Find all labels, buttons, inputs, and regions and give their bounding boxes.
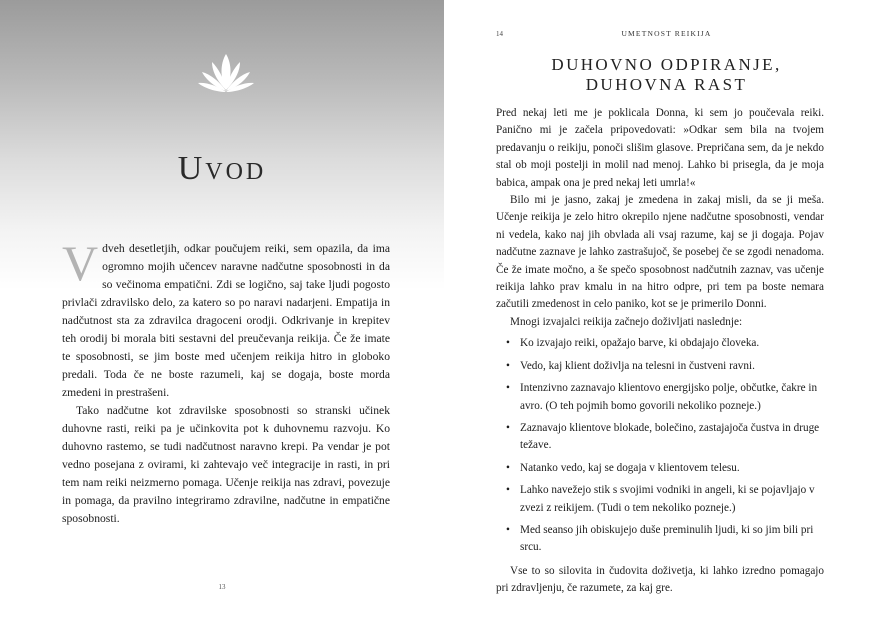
bullet-icon: • — [506, 337, 510, 350]
right-paragraph-2: Bilo mi je jasno, zakaj je zmedena in zakaj misli, da se ji meša. Učenje reikija je zelo hitro okrepilo njene nadčutne sposobnosti, vendar ni vedela, kako naj jih obvlada ali vsaj razume, kaj se ji dogaja. Pojav nadčutne zaznave je lahko zastrašujoč, še posebej če se zgodi nenadoma. Če že imate močno, a še spečo sposobnost nadčutnih zaznav, vas učenje reikija lahko prav kmalu in na hitro odpre, pri tem pa boste nemara začutili zmedenost in celo paniko, kot se je primerilo Donni. — [496, 194, 824, 311]
list-item — [506, 420, 824, 455]
left-page — [0, 0, 444, 625]
list-item — [506, 380, 824, 415]
right-paragraph-1: Pred nekaj leti me je poklicala Donna, ki sem jo poučevala reiki. Panično mi je začela pripovedovati: »Odkar sem bila na tvojem predavanju o reikiju, ponoči slišim glasove. Prepričana sem, da je nekdo stal ob moji postelji in molil nad menoj. Lahko bi prisegla, da je moja babica, ampak ona je pred nekaj leti umrla!« — [496, 107, 824, 189]
experience-list — [496, 335, 824, 556]
section-title-line-2: DUHOVNA RAST — [585, 75, 748, 94]
list-item — [506, 522, 824, 557]
bullet-icon: • — [506, 484, 510, 497]
chapter-title — [0, 150, 444, 188]
left-page-number: 13 — [218, 583, 226, 591]
list-item-text: Lahko navežejo stik s svojimi vodniki in angeli, ki se pojavljajo v zvezi z reikijem. (Tudi o tem nekoliko pozneje.) — [520, 484, 815, 514]
bullet-icon: • — [506, 421, 510, 434]
list-item — [506, 460, 824, 477]
right-page-number: 14 — [496, 30, 503, 38]
list-item-text: Med seanso jih obiskujejo duše preminulih ljudi, ki so jim bili pri srcu. — [520, 523, 814, 554]
list-item — [506, 482, 824, 517]
right-paragraph-3: Mnogi izvajalci reikija začnejo doživljati naslednje: — [510, 315, 743, 328]
list-item-text: Vedo, kaj klient doživlja na telesni in čustveni ravni. — [520, 359, 755, 372]
section-title-line-1: DUHOVNO ODPIRANJE, — [551, 55, 782, 74]
chapter-title-text: Uvod — [177, 150, 267, 187]
list-item-text: Intenzivno zaznavajo klientovo energijsko polje, občutke, čakre in avro. (O teh pojmih bomo govorili nekoliko pozneje.) — [520, 382, 818, 412]
bullet-icon: • — [506, 523, 510, 536]
left-paragraph-1-text: dveh desetletjih, odkar poučujem reiki, sem opazila, da ima ogromno mojih učencev naravne nadčutne sposobnosti in da so večinoma empatični. Zdi se logično, saj take ljudi pogosto privlači zdravilsko delo, za katero so po naravi nadarjeni. Empatija in nadčutnost sta za zdravilca dragoceni orodji. Odkrivanje in krepitev teh orodij bi morala biti sestavni del preučevanja reikija. Če že imate te sposobnosti, se jim boste med učenjem reikija hitro in globoko predali. Toda če ne boste razumeli, kaj se dogaja, boste morda zmedeni in prestrašeni. — [62, 242, 390, 399]
drop-cap: V — [62, 235, 99, 291]
bullet-icon: • — [506, 461, 510, 474]
running-header: UMETNOST REIKIJA — [621, 29, 712, 38]
list-item-text: Zaznavajo klientove blokade, bolečino, zastajajoča čustva in druge težave. — [520, 421, 820, 452]
right-paragraph-4: Vse to so silovita in čudovita doživetja, ki lahko izredno pomagajo pri zdravljenju, če razumete, za kaj gre. — [496, 564, 824, 595]
bullet-icon: • — [506, 359, 510, 372]
bullet-icon: • — [506, 382, 510, 395]
left-body-text — [62, 235, 390, 528]
list-item — [506, 358, 824, 375]
lotus-icon — [196, 52, 256, 94]
right-body-text — [496, 105, 824, 598]
left-paragraph-2: Tako nadčutne kot zdravilske sposobnosti so stranski učinek duhovne rasti, reiki pa je učinkovita pot k duhovnemu razvoju. Ko duhovno rastemo, se tudi nadčutnost naravno krepi. Pa vendar je pot vedno posejana z ovirami, ki zahtevajo več integracije in rasti, in pri tem nam reiki neizmerno pomaga. Učenje reikija nas zdravi, povezuje in pomaga, da pravilno integriramo zdravilne, nadčutne in empatične sposobnosti. — [62, 404, 390, 525]
section-title — [444, 55, 889, 95]
list-item-text: Natanko vedo, kaj se dogaja v klientovem telesu. — [520, 461, 740, 474]
right-page — [444, 0, 889, 625]
list-item — [506, 335, 824, 352]
left-paragraph-1 — [62, 235, 390, 402]
list-item-text: Ko izvajajo reiki, opažajo barve, ki obdajajo človeka. — [520, 337, 760, 350]
